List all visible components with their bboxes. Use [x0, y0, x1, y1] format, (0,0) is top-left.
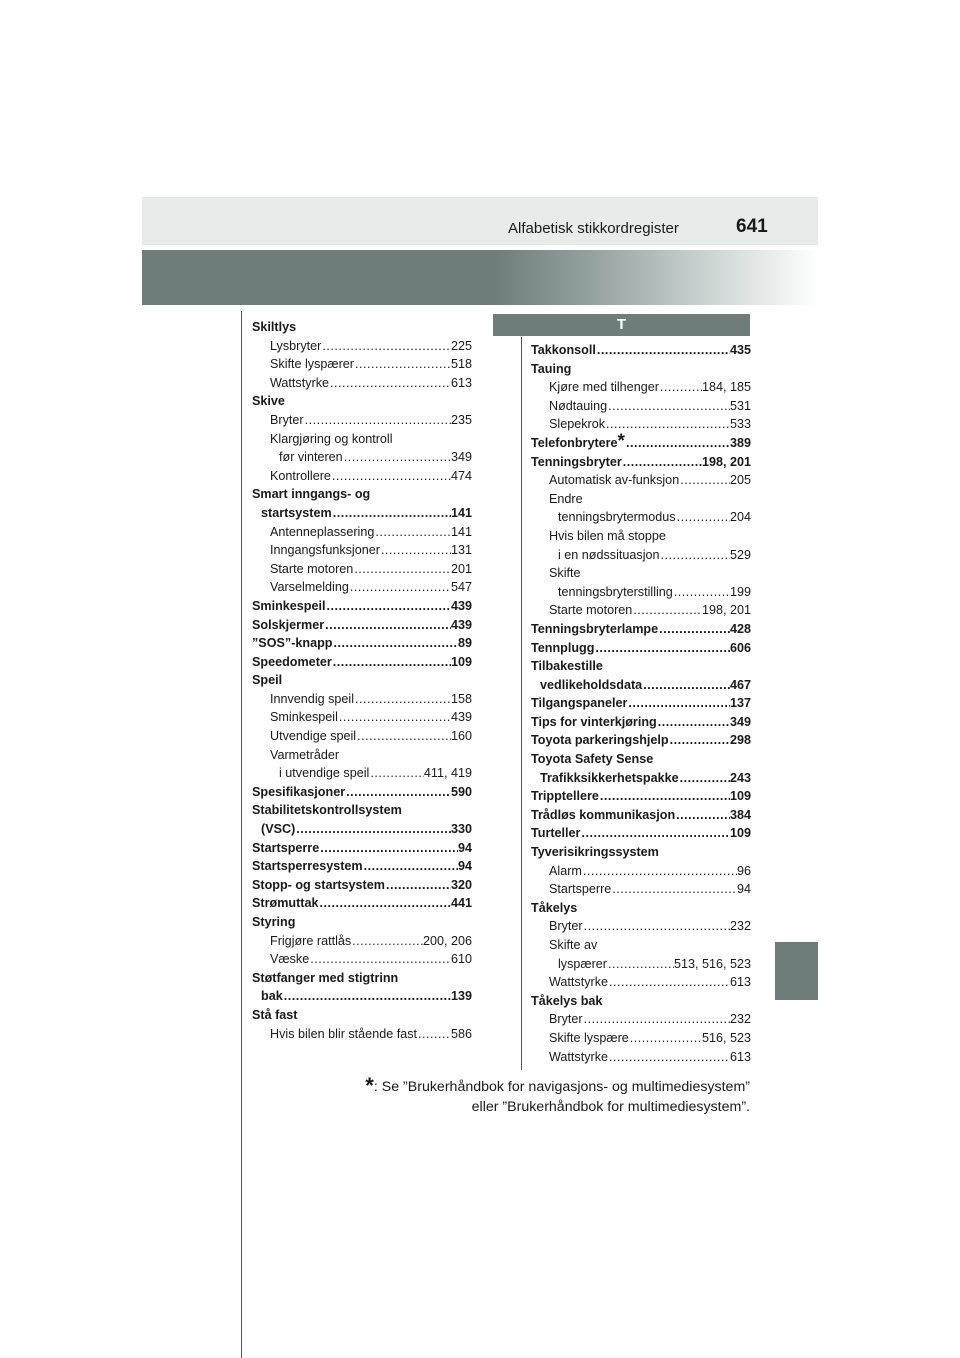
leader-dots — [673, 583, 730, 602]
leader-dots — [332, 634, 458, 653]
index-entry — [252, 392, 472, 411]
left-column-rule — [241, 311, 242, 1358]
index-term: Styring — [252, 915, 296, 929]
leader-dots — [611, 880, 737, 899]
index-entry — [531, 639, 751, 658]
page-reference: 94 — [457, 840, 472, 855]
index-term: Innvendig speil — [270, 691, 355, 706]
index-term: Inngangsfunksjoner — [270, 543, 380, 558]
leader-dots — [596, 341, 730, 360]
index-entry — [252, 355, 472, 374]
page-reference: 232 — [729, 1012, 751, 1027]
index-term: Slepekrok — [549, 417, 606, 432]
index-term: Skiltlys — [252, 320, 297, 334]
page-reference: 613 — [729, 975, 751, 990]
index-entry — [252, 671, 472, 690]
index-entry — [252, 448, 472, 467]
index-term: lyspærer — [558, 956, 607, 971]
index-entry — [531, 769, 751, 788]
index-term: i utvendige speil — [279, 766, 370, 781]
index-entry — [252, 708, 472, 727]
page-reference: 389 — [729, 435, 751, 450]
leader-dots — [659, 378, 702, 397]
index-term: Telefonbrytere — [531, 435, 618, 450]
index-entry — [531, 583, 751, 602]
page-reference: 467 — [729, 677, 751, 692]
page-reference: 201 — [450, 561, 472, 576]
index-entry — [252, 987, 472, 1006]
index-term: Startsperresystem — [252, 859, 363, 874]
index-term: Tilbakestille — [531, 659, 603, 674]
index-entry — [252, 560, 472, 579]
index-term: Tauing — [531, 361, 572, 376]
index-entry — [531, 1029, 751, 1048]
leader-dots — [349, 578, 451, 597]
index-term: Startsperre — [252, 840, 320, 855]
page-reference: 198, 201 — [701, 603, 751, 618]
index-entry — [531, 917, 751, 936]
page-reference: 613 — [450, 375, 472, 390]
index-entry — [531, 471, 751, 490]
leader-dots — [583, 917, 730, 936]
index-term: Wattstyrke — [549, 1049, 609, 1064]
leader-dots — [658, 620, 730, 639]
leader-dots — [332, 504, 451, 523]
page-reference: 199 — [729, 584, 751, 599]
page-reference: 531 — [729, 398, 751, 413]
index-term: Bryter — [270, 412, 304, 427]
index-entry — [252, 467, 472, 486]
page-reference: 439 — [450, 710, 472, 725]
leader-dots — [582, 862, 737, 881]
index-entry — [252, 727, 472, 746]
index-entry — [252, 485, 472, 504]
index-term: Hvis bilen blir stående fast — [270, 1026, 417, 1041]
index-entry — [252, 783, 472, 802]
index-entry — [531, 992, 751, 1011]
index-term: ”SOS”-knapp — [252, 636, 333, 651]
leader-dots — [625, 434, 730, 453]
index-entry — [531, 880, 751, 899]
index-entry — [252, 764, 472, 783]
page-reference: 513, 516, 523 — [673, 956, 751, 971]
index-term: Varmetråder — [270, 747, 340, 762]
index-term: Skifte — [549, 566, 581, 581]
page-reference: 533 — [729, 417, 751, 432]
index-term: tenningsbryterstilling — [558, 584, 673, 599]
index-entry — [252, 876, 472, 895]
index-term: Stå fast — [252, 1007, 298, 1022]
index-entry — [252, 616, 472, 635]
index-entry — [252, 932, 472, 951]
index-entry — [531, 341, 751, 360]
leader-dots — [329, 374, 451, 393]
index-term: Alarm — [549, 863, 582, 878]
page-reference: 441 — [450, 896, 472, 911]
leader-dots — [283, 987, 451, 1006]
page-reference: 606 — [729, 640, 751, 655]
leader-dots — [675, 806, 730, 825]
leader-dots — [385, 876, 451, 895]
index-term: Takkonsoll — [531, 343, 596, 357]
leader-dots — [338, 708, 451, 727]
index-term: Tenningsbryterlampe — [531, 621, 659, 636]
page-reference: 205 — [729, 473, 751, 488]
leader-dots — [632, 601, 702, 620]
index-term: Wattstyrke — [270, 375, 330, 390]
page-reference: 94 — [736, 882, 751, 897]
index-term: Nødtauing — [549, 398, 608, 413]
index-entry — [252, 411, 472, 430]
index-term: Tenningsbryter — [531, 454, 622, 469]
index-entry — [252, 597, 472, 616]
index-term: Automatisk av-funksjon — [549, 473, 680, 488]
index-entry — [252, 801, 472, 820]
index-term: Wattstyrke — [549, 975, 609, 990]
index-column-right — [531, 341, 751, 1066]
leader-dots — [417, 1025, 451, 1044]
index-term: vedlikeholdsdata — [540, 677, 643, 692]
leader-dots — [676, 508, 730, 527]
page-reference: 518 — [450, 357, 472, 372]
page-reference: 428 — [729, 621, 751, 636]
index-term: tenningsbrytermodus — [558, 510, 676, 525]
index-entry — [252, 504, 472, 523]
page-reference: 131 — [450, 543, 472, 558]
index-entry — [252, 1025, 472, 1044]
index-term: Varselmelding — [270, 580, 349, 595]
index-term: Hvis bilen må stoppe — [549, 528, 666, 543]
page-reference: 349 — [729, 714, 751, 729]
index-term: Toyota Safety Sense — [531, 752, 654, 767]
leader-dots — [583, 1010, 730, 1029]
page-reference: 298 — [729, 733, 751, 748]
index-entry — [531, 415, 751, 434]
index-entry — [531, 899, 751, 918]
leader-dots — [642, 676, 730, 695]
index-entry: Telefonbrytere * ..... 389 — [531, 434, 751, 453]
index-term: Skive — [252, 394, 285, 409]
footnote-marker: * — [365, 1073, 374, 1098]
index-term: Antenneplassering — [270, 524, 375, 539]
index-entry — [531, 527, 751, 546]
index-entry — [252, 374, 472, 393]
index-term: Trafikksikkerhetspakke — [540, 770, 679, 785]
page-reference: 139 — [450, 989, 472, 1004]
index-term: Starte motoren — [549, 603, 633, 618]
index-term: Frigjøre rattlås — [270, 933, 352, 948]
footnote-line-1 — [333, 1073, 750, 1098]
index-entry — [252, 523, 472, 542]
page-reference: 516, 523 — [701, 1030, 751, 1045]
leader-dots — [326, 597, 451, 616]
index-entry — [252, 541, 472, 560]
leader-dots — [679, 471, 730, 490]
index-entry — [252, 839, 472, 858]
leader-dots — [580, 824, 730, 843]
index-entry — [531, 564, 751, 583]
leader-dots — [363, 857, 458, 876]
header-bar — [142, 197, 818, 245]
page-reference: 384 — [729, 807, 751, 822]
header-band — [142, 250, 818, 305]
leader-dots — [607, 397, 730, 416]
index-entry — [531, 787, 751, 806]
index-entry — [531, 806, 751, 825]
page-reference: 141 — [450, 505, 472, 520]
page-reference: 474 — [450, 468, 472, 483]
page-number: 641 — [736, 216, 768, 237]
index-entry — [252, 857, 472, 876]
index-term: Skifte lyspærer — [270, 357, 354, 372]
index-term: Tåkelys — [531, 900, 578, 915]
page-reference: 109 — [450, 654, 472, 669]
page-reference: 439 — [450, 617, 472, 632]
index-term: Smart inngangs- og — [252, 487, 371, 502]
leader-dots — [380, 541, 451, 560]
leader-dots — [594, 639, 730, 658]
index-term: Strømuttak — [252, 896, 319, 911]
page-reference: 225 — [450, 338, 472, 353]
page-reference: 435 — [729, 343, 751, 357]
page-reference: 610 — [450, 952, 472, 967]
leader-dots — [660, 546, 730, 565]
leader-dots — [354, 355, 451, 374]
page-reference: 586 — [450, 1026, 472, 1041]
right-column-rule — [521, 337, 522, 1070]
leader-dots — [608, 1048, 730, 1067]
index-term: Bryter — [549, 919, 583, 934]
page-reference: 198, 201 — [701, 454, 751, 469]
leader-dots — [354, 690, 451, 709]
index-entry — [252, 820, 472, 839]
index-term: Tilgangspaneler — [531, 696, 628, 711]
index-entry — [252, 337, 472, 356]
index-entry — [531, 824, 751, 843]
index-entry — [252, 634, 472, 653]
leader-dots — [369, 764, 424, 783]
index-term: startsystem — [261, 505, 332, 520]
leader-dots — [599, 787, 730, 806]
page-reference: 590 — [450, 784, 472, 799]
index-term: Skifte av — [549, 938, 598, 952]
leader-dots — [331, 467, 451, 486]
index-term: Startsperre — [549, 882, 612, 897]
footnote — [333, 1073, 750, 1117]
index-entry — [531, 676, 751, 695]
index-term: Tips for vinterkjøring — [531, 714, 657, 729]
index-entry — [252, 653, 472, 672]
index-entry — [531, 620, 751, 639]
page-reference: 613 — [729, 1049, 751, 1064]
page-reference: 232 — [729, 919, 751, 934]
index-entry — [531, 657, 751, 676]
index-entry — [531, 862, 751, 881]
letter-heading: T — [493, 314, 750, 336]
index-term: Utvendige speil — [270, 729, 357, 744]
page-reference: 184, 185 — [701, 380, 751, 395]
index-term: Turteller — [531, 826, 581, 841]
index-entry — [531, 936, 751, 955]
leader-dots — [351, 932, 423, 951]
index-term: Klargjøring og kontroll — [270, 431, 393, 446]
page-reference: 349 — [450, 450, 472, 465]
index-term: Solskjermer — [252, 617, 325, 632]
leader-dots — [669, 731, 730, 750]
index-term: bak — [261, 989, 283, 1004]
leader-dots — [356, 727, 451, 746]
leader-dots — [295, 820, 451, 839]
page-reference: 547 — [450, 580, 472, 595]
leader-dots — [657, 713, 730, 732]
page-reference: 109 — [729, 789, 751, 804]
index-entry — [252, 1006, 472, 1025]
leader-dots — [622, 453, 702, 472]
page-reference: 141 — [450, 524, 472, 539]
leader-dots — [608, 973, 730, 992]
index-term: før vinteren — [279, 450, 343, 465]
index-term: Speedometer — [252, 654, 332, 669]
leader-dots — [332, 653, 451, 672]
index-entry — [531, 601, 751, 620]
page-reference: 439 — [450, 598, 472, 613]
index-term: Støtfanger med stigtrinn — [252, 970, 399, 985]
index-term: Endre — [549, 491, 583, 506]
page-reference: 109 — [729, 826, 751, 841]
index-entry — [531, 843, 751, 862]
page-reference: 204 — [729, 510, 751, 525]
leader-dots — [343, 448, 451, 467]
index-term: Tyverisikringssystem — [531, 845, 659, 860]
index-term: Tennplugg — [531, 640, 595, 655]
page-reference: 411, 419 — [423, 766, 472, 781]
index-term: Væske — [270, 952, 310, 967]
index-term: Kjøre med tilhenger — [549, 380, 659, 395]
index-entry — [252, 969, 472, 988]
leader-dots — [679, 769, 730, 788]
page-reference: 330 — [450, 822, 472, 837]
section-thumb-tab — [775, 942, 818, 1000]
index-entry — [531, 731, 751, 750]
index-entry — [531, 453, 751, 472]
index-entry — [252, 578, 472, 597]
index-entry — [531, 490, 751, 509]
leader-dots — [345, 783, 451, 802]
index-entry — [531, 397, 751, 416]
page-reference: 137 — [729, 696, 751, 711]
index-term: Sminkespeil — [252, 598, 326, 613]
page-reference: 96 — [736, 863, 751, 878]
leader-dots — [374, 523, 451, 542]
page-reference: 89 — [457, 636, 472, 651]
leader-dots — [318, 894, 451, 913]
index-term: Toyota parkeringshjelp — [531, 733, 669, 748]
index-entry — [252, 430, 472, 449]
leader-dots — [324, 616, 451, 635]
leader-dots — [321, 337, 451, 356]
leader-dots — [304, 411, 451, 430]
index-entry — [531, 1010, 751, 1029]
index-entry — [531, 955, 751, 974]
leader-dots — [319, 839, 458, 858]
leader-dots — [309, 950, 451, 969]
index-entry — [531, 1048, 751, 1067]
leader-dots — [353, 560, 451, 579]
index-term: Sminkespeil — [270, 710, 338, 725]
index-entry — [252, 950, 472, 969]
index-term: Tåkelys bak — [531, 993, 603, 1008]
index-term: (VSC) — [261, 822, 296, 837]
page-reference: 235 — [450, 412, 472, 427]
page-title: Alfabetisk stikkordregister — [508, 220, 679, 237]
index-entry — [531, 378, 751, 397]
index-term: Tripptellere — [531, 789, 599, 804]
index-term: Stopp- og startsystem — [252, 877, 385, 892]
index-entry — [531, 694, 751, 713]
page-reference: 529 — [729, 547, 751, 562]
index-entry — [252, 894, 472, 913]
index-term: Speil — [252, 673, 283, 688]
index-term: Skifte lyspære — [549, 1030, 629, 1045]
index-term: Lysbryter — [270, 338, 322, 353]
page-reference: 243 — [729, 770, 751, 785]
page-reference: 200, 206 — [422, 933, 472, 948]
index-term: Trådløs kommunikasjon — [531, 807, 676, 822]
index-entry — [252, 318, 472, 337]
index-term: Stabilitetskontrollsystem — [252, 803, 402, 818]
leader-dots — [627, 694, 730, 713]
index-entry — [252, 746, 472, 765]
index-entry — [252, 690, 472, 709]
index-column-left — [252, 318, 472, 1043]
footnote-text-1: : Se ”Brukerhåndbok for navigasjons- og multimediesystem” — [373, 1079, 750, 1095]
index-entry — [531, 713, 751, 732]
index-entry — [531, 750, 751, 769]
page-reference: 158 — [450, 691, 472, 706]
index-term: i en nødssituasjon — [558, 547, 660, 562]
index-term: Kontrollere — [270, 468, 331, 483]
page-reference: 160 — [450, 729, 472, 744]
index-term: Spesifikasjoner — [252, 784, 346, 799]
index-term: Starte motoren — [270, 561, 354, 576]
index-entry — [531, 508, 751, 527]
index-entry — [252, 913, 472, 932]
leader-dots — [607, 955, 674, 974]
index-term: Bryter — [549, 1012, 583, 1027]
leader-dots — [629, 1029, 702, 1048]
footnote-line-2: eller ”Brukerhåndbok for multimediesystem”. — [471, 1099, 750, 1115]
index-entry — [531, 360, 751, 379]
index-entry — [531, 546, 751, 565]
page-reference: 94 — [457, 859, 472, 874]
page-reference: 320 — [450, 877, 472, 892]
index-entry — [531, 973, 751, 992]
